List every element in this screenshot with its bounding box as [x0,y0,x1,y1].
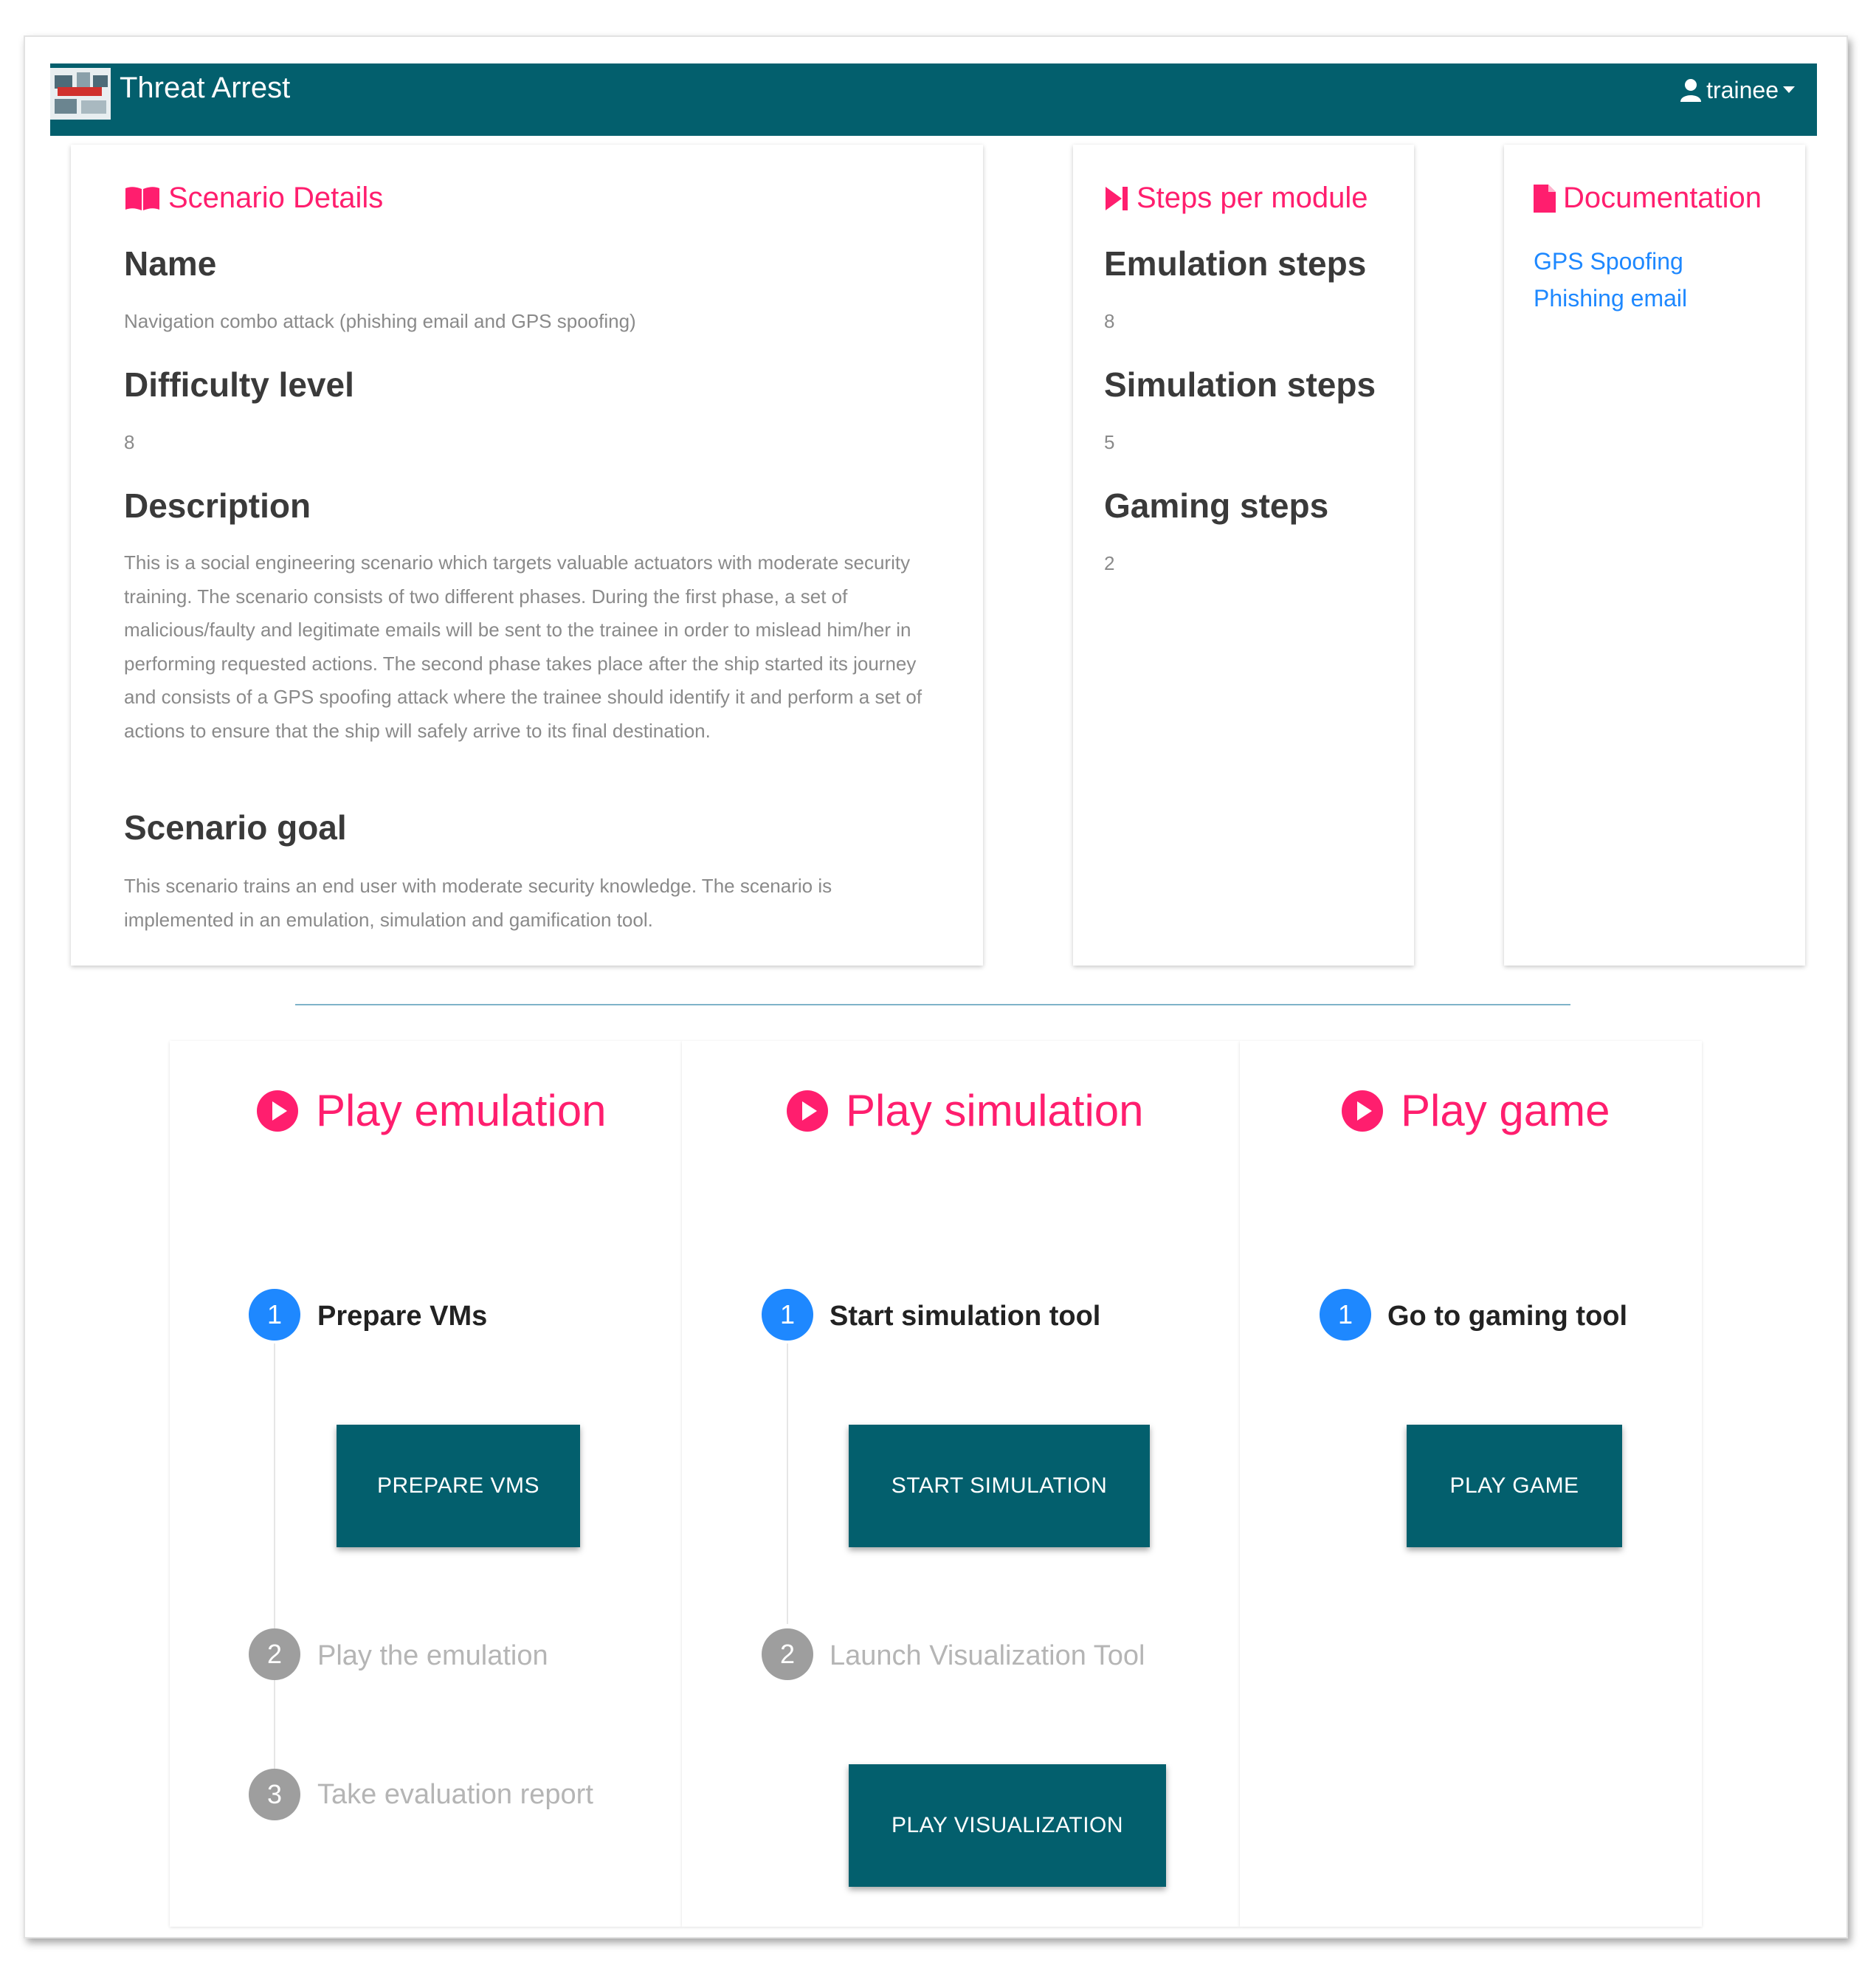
prepare-vms-button[interactable]: PREPARE VMS [337,1425,580,1547]
emulation-step-1-number: 1 [249,1289,300,1341]
play-circle-icon [785,1089,830,1133]
gaming-steps-label: Gaming steps [1104,486,1329,525]
start-simulation-button[interactable]: START SIMULATION [849,1425,1150,1547]
file-icon [1534,185,1556,213]
emulation-step-2-label[interactable]: Play the emulation [317,1640,548,1671]
doc-link-phishing-email[interactable]: Phishing email [1534,285,1688,312]
documentation-heading: Documentation [1534,182,1762,215]
scenario-goal-value: This scenario trains an end user with moderate security knowledge. The scenario is implemented in an emulation, simulation and gamification tool. [124,875,832,931]
play-simulation-title[interactable]: Play simulation [785,1085,1144,1136]
section-divider [295,1004,1570,1005]
steps-per-module-heading: Steps per module [1104,182,1368,215]
play-emulation-title[interactable]: Play emulation [255,1085,607,1136]
emulation-step-connector [274,1343,275,1772]
scenario-details-heading: Scenario Details [124,182,383,215]
caret-down-icon [1783,86,1795,94]
game-step-1-label[interactable]: Go to gaming tool [1387,1301,1628,1332]
emulation-step-1-label[interactable]: Prepare VMs [317,1301,488,1332]
name-value: Navigation combo attack (phishing email and GPS spoofing) [124,310,636,332]
emulation-steps-value: 8 [1104,310,1115,332]
user-icon [1680,78,1702,102]
play-circle-icon [255,1089,300,1133]
emulation-steps-label: Emulation steps [1104,244,1367,283]
difficulty-value: 8 [124,431,135,453]
simulation-step-2-label[interactable]: Launch Visualization Tool [830,1640,1145,1671]
user-menu[interactable] [1680,74,1795,106]
play-visualization-button[interactable]: PLAY VISUALIZATION [849,1764,1166,1887]
step-forward-icon [1104,185,1129,212]
emulation-step-3-number: 3 [249,1769,300,1820]
simulation-step-1-number: 1 [762,1289,813,1341]
threat-arrest-logo[interactable] [50,68,111,120]
simulation-step-connector [787,1343,788,1624]
simulation-steps-label: Simulation steps [1104,365,1376,404]
book-open-icon [124,185,161,212]
game-step-1-number: 1 [1320,1289,1371,1341]
description-value: This is a social engineering scenario which targets valuable actuators with moderate security training. The scenario consists of two different phases. During the first phase, a set of malicious/faulty and legitimate emails will be sent to the trainee in order to mislead him/her in performing requested actions. The second phase takes place after the ship started its journey and consists of a GPS spoofing attack where the trainee should identify it and perform a set of actions to ensure that the ship will safely arrive to its final destination. [124,551,923,742]
emulation-step-2-number: 2 [249,1628,300,1680]
name-label: Name [124,244,217,283]
gaming-steps-value: 2 [1104,552,1115,574]
app-title[interactable]: Threat Arrest [120,72,291,104]
description-label: Description [124,486,311,525]
top-navbar [50,63,1817,136]
difficulty-label: Difficulty level [124,365,354,404]
play-game-title[interactable]: Play game [1340,1085,1610,1136]
scenario-goal-label: Scenario goal [124,808,347,847]
doc-link-gps-spoofing[interactable]: GPS Spoofing [1534,248,1683,275]
play-game-button[interactable]: PLAY GAME [1407,1425,1622,1547]
play-circle-icon [1340,1089,1384,1133]
simulation-step-2-number: 2 [762,1628,813,1680]
emulation-step-3-label[interactable]: Take evaluation report [317,1779,593,1810]
username: trainee [1706,76,1779,103]
simulation-step-1-label[interactable]: Start simulation tool [830,1301,1101,1332]
simulation-steps-value: 5 [1104,431,1115,453]
